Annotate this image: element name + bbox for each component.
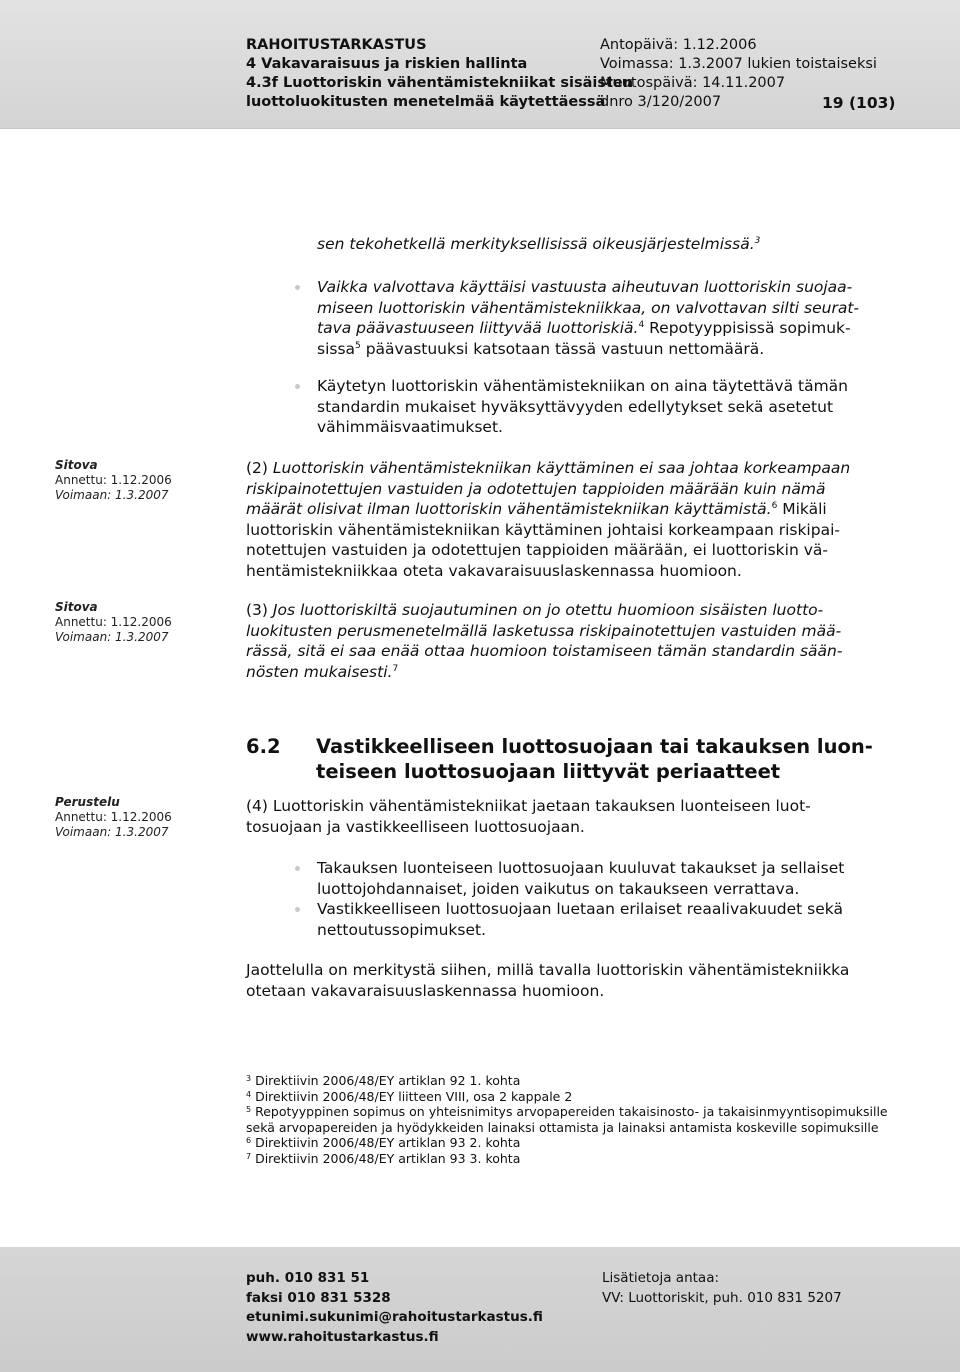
- bullet1-line2: miseen luottoriskin vähentämistekniikkaa, on valvottavan silti seurat-: [317, 298, 860, 317]
- section-title-line2: teiseen luottosuojaan liittyvät periaatteet: [316, 760, 781, 783]
- closing-line1: Jaottelulla on merkitystä siihen, millä tavalla luottoriskin vähentämistekniikka: [246, 961, 850, 979]
- bullet1-line4b: päävastuuksi katsotaan tässä vastuun nettomäärä.: [360, 339, 765, 358]
- footer-email[interactable]: etunimi.sukunimi@rahoitustarkastus.fi: [246, 1309, 543, 1325]
- page-header: [0, 0, 960, 129]
- para2-line3b: Mikäli: [777, 500, 827, 518]
- footnote: [246, 1120, 916, 1136]
- margin-type: Perustelu: [55, 795, 120, 809]
- bullet4-line1: Vastikkeelliseen luottosuojaan luetaan erilaiset reaalivakuudet sekä: [317, 900, 843, 918]
- bullet3-line1: Takauksen luonteiseen luottosuojaan kuuluvat takaukset ja sellaiset: [317, 859, 845, 877]
- footer-fax: faksi 010 831 5328: [246, 1289, 391, 1306]
- margin-type: Sitova: [55, 600, 98, 614]
- margin-issued: Annettu: 1.12.2006: [55, 473, 172, 487]
- section-number: 6.2: [246, 735, 281, 758]
- section-title: [316, 734, 906, 784]
- paragraph-3: [246, 600, 842, 682]
- footer-info-contact: VV: Luottoriskit, puh. 010 831 5207: [602, 1289, 842, 1306]
- margin-issued: Annettu: 1.12.2006: [55, 810, 172, 824]
- footnote: [246, 1151, 916, 1167]
- para3-line3: rässä, sitä ei saa enää ottaa huomioon toistamiseen tämän standardin sään-: [246, 642, 843, 660]
- footnote-text: Direktiivin 2006/48/EY liitteen VIII, osa 2 kappale 2: [251, 1088, 573, 1104]
- footnote-number: 4: [246, 1089, 252, 1099]
- footer-contact: [246, 1269, 543, 1347]
- footnote-number: 6: [246, 1136, 252, 1145]
- bullet-item-4: [317, 899, 843, 940]
- bullet-dot: [295, 285, 300, 290]
- footnote: [246, 1135, 916, 1151]
- para2-line4: luottoriskin vähentämistekniikan käyttäminen johtaisi korkeampaan riskipai-: [246, 520, 840, 539]
- footnotes: [246, 1073, 916, 1166]
- footnote-number: 5: [246, 1105, 252, 1114]
- para3-line1: [246, 600, 842, 621]
- footnote-text: Direktiivin 2006/48/EY artiklan 93 2. kohta: [251, 1135, 521, 1150]
- margin-in-force: Voimaan: 1.3.2007: [55, 488, 169, 502]
- footnote-ref-7: 7: [392, 663, 399, 674]
- footnote-number: 7: [246, 1151, 252, 1161]
- footnote: [246, 1104, 916, 1120]
- para2-line1: [246, 458, 850, 479]
- footnote: [246, 1073, 916, 1089]
- para3-line4-text: nösten mukaisesti.: [246, 662, 393, 681]
- paragraph-4: [246, 796, 811, 837]
- footnote: [246, 1089, 916, 1105]
- footnote-text: sekä arvopapereiden ja hyödykkeiden lainaksi ottamista ja lainaksi antamista koskeville sopimuksille: [246, 1119, 879, 1135]
- footnote-ref-3: 3: [754, 236, 761, 246]
- header-section-line1: 4.3f Luottoriskin vähentämistekniikat sisäisten: [246, 75, 634, 91]
- bullet1-line3b: Repotyyppisissä sopimuk-: [644, 319, 851, 337]
- margin-in-force: Voimaan: 1.3.2007: [55, 825, 169, 839]
- page-number: 19 (103): [822, 94, 896, 112]
- header-section-line2: luottoluokitusten menetelmää käytettäessä: [246, 94, 606, 110]
- footnote-ref-6: 6: [771, 501, 778, 511]
- margin-type: Sitova: [55, 458, 98, 472]
- footnote-number: 3: [246, 1074, 252, 1083]
- bullet1-line3: [317, 318, 859, 339]
- section-title-line1: Vastikkeelliseen luottosuojaan tai takauksen luon-: [316, 735, 873, 758]
- para2-line1-text: Luottoriskin vähentämistekniikan käyttäminen ei saa johtaa korkeampaan: [272, 459, 851, 477]
- para3-number: (3): [246, 601, 273, 619]
- footnote-ref-4: 4: [638, 320, 645, 330]
- margin-in-force: Voimaan: 1.3.2007: [55, 630, 169, 644]
- bullet-item-2: [317, 376, 848, 438]
- para2-line5: notettujen vastuiden ja odotettujen tappioiden määrään, ei luottoriskin vä-: [246, 541, 828, 559]
- header-modified: Muutospäivä: 14.11.2007: [600, 75, 786, 91]
- margin-note-2: [55, 600, 172, 645]
- closing-paragraph: [246, 960, 849, 1001]
- para2-number: (2): [246, 459, 273, 477]
- bullet1-line4: [317, 339, 859, 360]
- footnote-text: Direktiivin 2006/48/EY artiklan 93 3. kohta: [251, 1150, 521, 1166]
- intro-text: sen tekohetkellä merkityksellisissä oikeusjärjestelmissä.: [317, 235, 755, 253]
- para4-line2: tosuojaan ja vastikkeelliseen luottosuojaan.: [246, 817, 585, 836]
- paragraph-2: [246, 458, 850, 581]
- para2-line2: riskipainotettujen vastuiden ja odotettujen tappioiden määrään kuin nämä: [246, 479, 826, 498]
- bullet-dot: [295, 866, 300, 871]
- bullet1-line3a: tava päävastuuseen liittyvää luottoriskiä.: [317, 319, 639, 337]
- header-left: [246, 36, 633, 112]
- header-issued: Antopäivä: 1.12.2006: [600, 37, 757, 53]
- footer-phone: puh. 010 831 51: [246, 1270, 370, 1286]
- margin-note-1: [55, 458, 172, 503]
- closing-line2: otetaan vakavaraisuuslaskennassa huomioon.: [246, 981, 605, 1000]
- bullet-item-3: [317, 858, 844, 899]
- footer-web-link[interactable]: www.rahoitustarkastus.fi: [246, 1328, 439, 1345]
- para2-line3: [246, 499, 850, 520]
- bullet1-line4a: sissa: [317, 339, 356, 358]
- para2-line6: hentämistekniikkaa oteta vakavaraisuuslaskennassa huomioon.: [246, 561, 742, 580]
- bullet2-line1: Käytetyn luottoriskin vähentämistekniikan on aina täytettävä tämän: [317, 377, 849, 395]
- bullet2-line3: vähimmäisvaatimukset.: [317, 418, 503, 436]
- header-dnro: dnro 3/120/2007: [600, 94, 722, 110]
- header-chapter: 4 Vakavaraisuus ja riskien hallinta: [246, 56, 528, 72]
- bullet3-line2: luottojohdannaiset, joiden vaikutus on takaukseen verrattava.: [317, 879, 800, 898]
- para3-line2: luokitusten perusmenetelmällä lasketussa riskipainotettujen vastuiden mää-: [246, 621, 842, 640]
- para4-line1: (4) Luottoriskin vähentämistekniikat jaetaan takauksen luonteiseen luot-: [246, 797, 811, 815]
- para2-line3a: määrät olisivat ilman luottoriskin vähentämistekniikan käyttämistä.: [246, 500, 772, 518]
- footnote-text: Repotyyppinen sopimus on yhteisnimitys arvopapereiden takaisinosto- ja takaisinmyyntisopimuksille: [251, 1104, 888, 1119]
- bullet-item-1: [317, 277, 859, 359]
- margin-issued: Annettu: 1.12.2006: [55, 615, 172, 629]
- footer-info: [602, 1269, 842, 1308]
- footnote-ref-5: 5: [355, 340, 361, 351]
- bullet1-line1: Vaikka valvottava käyttäisi vastuusta aiheutuvan luottoriskin suojaa-: [317, 278, 853, 296]
- para3-line4: [246, 662, 842, 683]
- bullet4-line2: nettoutussopimukset.: [317, 920, 487, 939]
- footer-info-label: Lisätietoja antaa:: [602, 1270, 720, 1286]
- header-in-force: Voimassa: 1.3.2007 lukien toistaiseksi: [600, 56, 877, 72]
- intro-line: [317, 234, 760, 255]
- bullet-dot: [295, 907, 300, 912]
- bullet-dot: [295, 384, 300, 389]
- bullet2-line2: standardin mukaiset hyväksyttävyyden edellytykset sekä asetetut: [317, 397, 834, 416]
- header-org: RAHOITUSTARKASTUS: [246, 37, 427, 53]
- margin-note-3: [55, 795, 172, 840]
- footnote-text: Direktiivin 2006/48/EY artiklan 92 1. kohta: [251, 1073, 521, 1088]
- para3-line1-text: Jos luottoriskiltä suojautuminen on jo otettu huomioon sisäisten luotto-: [272, 601, 824, 619]
